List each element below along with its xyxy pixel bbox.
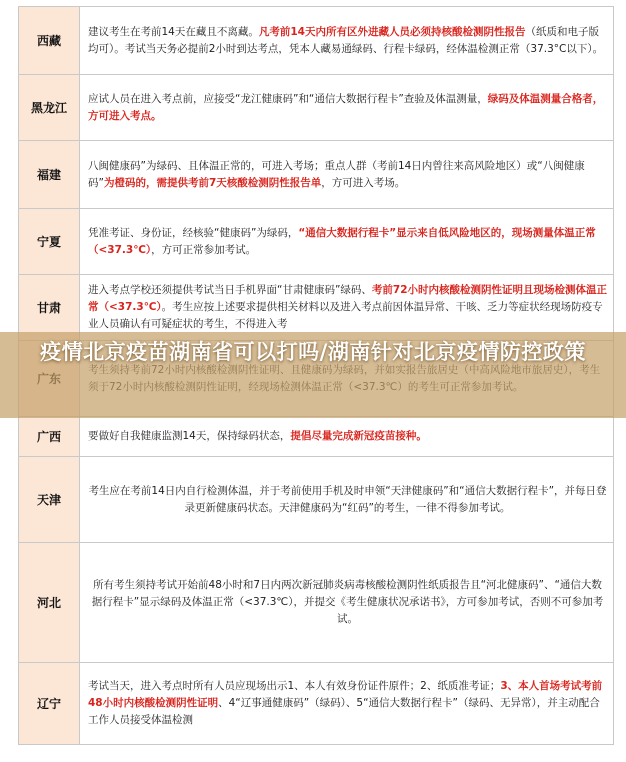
policy-text: [80, 7, 614, 75]
policy-segment: 考生应在考前14日内自行检测体温，并于考前使用手机及时申领“天津健康码”和“通信大数据行程卡”，并每日登录更新健康码状态。天津健康码为“红码”的考生，一律不得参加考试。: [88, 484, 607, 514]
province-name: 西藏: [19, 7, 80, 75]
policy-segment: 所有考生须持考试开始前48小时和7日内两次新冠肺炎病毒核酸检测阴性纸质报告且“河北健康码”、“通信大数据行程卡”显示绿码及体温正常（<37.3℃），并提交《考生健康状况承诺书》，方可参加考试，否则不可参加考试。: [91, 579, 604, 625]
province-name: 辽宁: [19, 663, 80, 745]
policy-segment-highlight: 3、本人首场考试考前48小时内核酸检测阴性证明: [88, 680, 603, 709]
policy-segment: 建议考生在考前14天在藏且不离藏。: [88, 25, 259, 38]
policy-segment: 进入考点学校还须提供考试当日手机界面“甘肃健康码”绿码、: [88, 284, 372, 296]
policy-segment-highlight: 考前72小时内核酸检测阴性证明且现场检测体温正常（<37.3℃）: [88, 284, 608, 313]
policy-text: [80, 75, 614, 141]
province-name: 河北: [19, 543, 80, 663]
policy-text: [80, 141, 614, 209]
province-name: 天津: [19, 457, 80, 543]
policy-text: [80, 663, 614, 745]
province-name: 宁夏: [19, 209, 80, 275]
policy-text: [80, 209, 614, 275]
province-name: 甘肃: [19, 275, 80, 341]
policy-segment: （纸质和电子版均可）。考试当天务必提前2小时到达考点，凭本人藏易通绿码、行程卡绿码，经体温检测正常（37.3°C以下）。: [88, 25, 604, 55]
province-name: 广西: [19, 417, 80, 457]
table-row: [19, 7, 614, 75]
table-row: [19, 275, 614, 341]
table-row: [19, 209, 614, 275]
table-row: [19, 457, 614, 543]
policy-segment: 八闽健康码”为绿码、且体温正常的，可进入考场；重点人群（考前14日内曾往来高风险地区）或“八闽健康码”: [88, 159, 585, 189]
policy-segment: ，方可进入考场。: [321, 176, 406, 189]
table-row: [19, 417, 614, 457]
table-row: [19, 543, 614, 663]
policy-text: [80, 543, 614, 663]
policy-text: [80, 417, 614, 457]
policy-segment: ，方可正常参加考试。: [151, 243, 257, 256]
policy-segment: 凭准考证、身份证，经核验“健康码”为绿码，: [88, 226, 299, 239]
policy-segment-highlight: 凡考前14天内所有区外进藏人员必须持核酸检测阴性报告: [258, 25, 526, 38]
province-name: 福建: [19, 141, 80, 209]
table-row: [19, 75, 614, 141]
policy-segment-highlight: 绿码及体温测量合格者，方可进入考点。: [88, 92, 604, 122]
table-row: [19, 663, 614, 745]
policy-segment: 应试人员在进入考点前，应接受“龙江健康码”和“通信大数据行程卡”查验及体温测量，: [88, 92, 488, 105]
policy-segment-highlight: “通信大数据行程卡”显示来自低风险地区的，现场测量体温正常（<37.3℃）: [88, 226, 596, 256]
policy-text: [80, 457, 614, 543]
article-title-banner: 疫情北京疫苗湖南省可以打吗/湖南针对北京疫情防控政策: [40, 340, 586, 364]
province-name: 黑龙江: [19, 75, 80, 141]
policy-segment: 要做好自我健康监测14天，保持绿码状态，: [88, 430, 291, 442]
policy-segment-highlight: 提倡尽量完成新冠疫苗接种。: [290, 430, 427, 442]
policy-segment-highlight: 为橙码的，需提供考前7天核酸检测阴性报告单: [103, 176, 322, 189]
table-row: [19, 141, 614, 209]
policy-segment: 、4“辽事通健康码”（绿码）、5“通信大数据行程卡”（绿码、无异常），并主动配合工作人员接受体温检测: [88, 697, 600, 726]
policy-segment: 考试当天，进入考点时所有人员应现场出示1、本人有效身份证件原件；2、纸质准考证；: [88, 680, 501, 692]
policy-text: [80, 275, 614, 341]
policy-segment: 。考生应按上述要求提供相关材料以及进入考点前因体温异常、干咳、乏力等症状经现场防疫专业人员确认有可疑症状的考生，不得进入考: [88, 301, 603, 330]
